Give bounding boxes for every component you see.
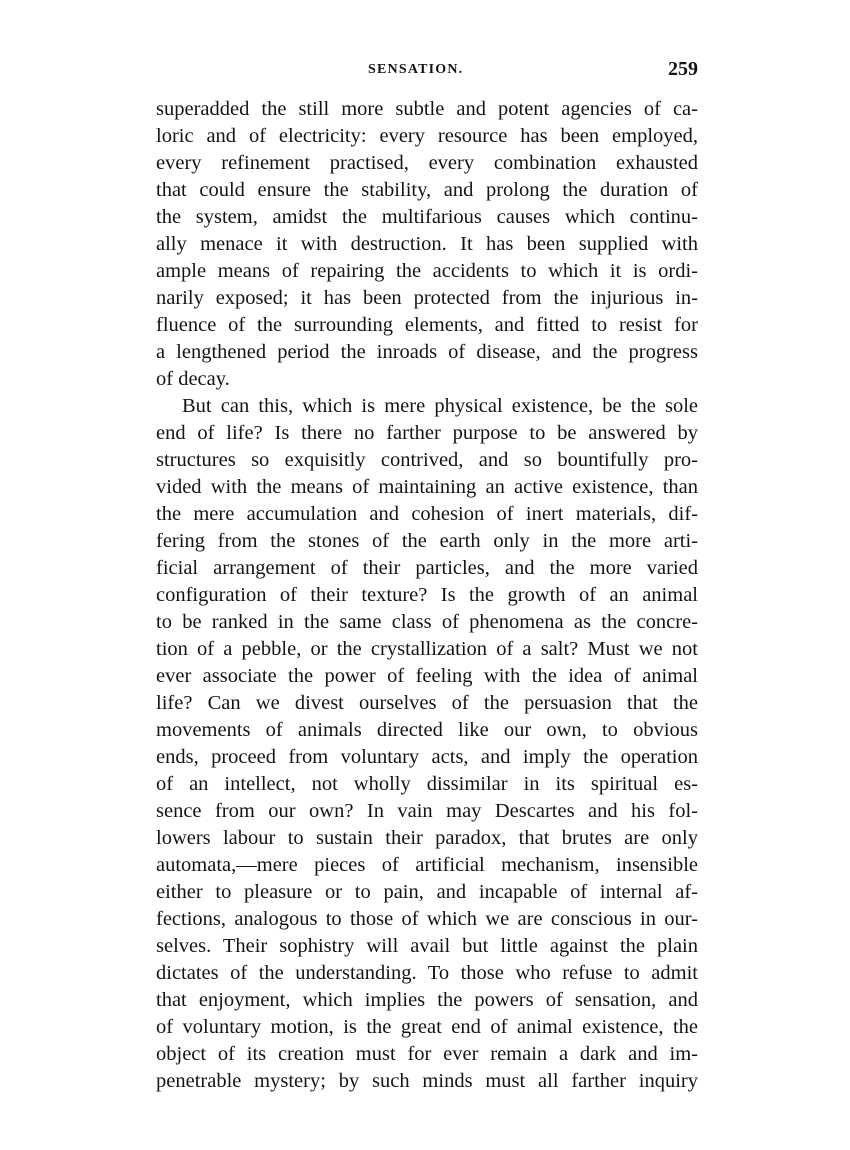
text-line: automata,—mere pieces of artificial mechanism, insensible <box>156 854 698 876</box>
text-line: movements of animals directed like our own, to obvious <box>156 719 698 741</box>
body-text <box>156 96 698 1095</box>
text-line: of decay. <box>156 368 230 390</box>
text-line: But can this, which is mere physical existence, be the sole <box>182 395 698 417</box>
text-line: object of its creation must for ever remain a dark and im- <box>156 1043 698 1065</box>
text-line: a lengthened period the inroads of disease, and the progress <box>156 341 698 363</box>
text-line: of an intellect, not wholly dissimilar in its spiritual es- <box>156 773 698 795</box>
text-line: configuration of their texture? Is the growth of an animal <box>156 584 698 606</box>
running-head <box>156 58 698 88</box>
text-line: end of life? Is there no farther purpose to be answered by <box>156 422 698 444</box>
text-line: the system, amidst the multifarious causes which continu- <box>156 206 698 228</box>
text-line: that could ensure the stability, and prolong the duration of <box>156 179 698 201</box>
text-line: of voluntary motion, is the great end of animal existence, the <box>156 1016 698 1038</box>
text-line: either to pleasure or to pain, and incapable of internal af- <box>156 881 698 903</box>
text-line: dictates of the understanding. To those who refuse to admit <box>156 962 698 984</box>
text-line: loric and of electricity: every resource has been employed, <box>156 125 698 147</box>
text-line: to be ranked in the same class of phenomena as the concre- <box>156 611 698 633</box>
text-line: lowers labour to sustain their paradox, that brutes are only <box>156 827 698 849</box>
text-line: that enjoyment, which implies the powers of sensation, and <box>156 989 698 1011</box>
text-line: ever associate the power of feeling with the idea of animal <box>156 665 698 687</box>
text-line: ample means of repairing the accidents to which it is ordi- <box>156 260 698 282</box>
text-line: fections, analogous to those of which we are conscious in our- <box>156 908 698 930</box>
text-line: sence from our own? In vain may Descartes and his fol- <box>156 800 698 822</box>
text-line: selves. Their sophistry will avail but little against the plain <box>156 935 698 957</box>
running-title: SENSATION. <box>368 62 464 77</box>
text-line: fluence of the surrounding elements, and fitted to resist for <box>156 314 698 336</box>
text-line: tion of a pebble, or the crystallization of a salt? Must we not <box>156 638 698 660</box>
page-number: 259 <box>668 58 698 80</box>
text-line: penetrable mystery; by such minds must all farther inquiry <box>156 1070 698 1092</box>
text-line: ally menace it with destruction. It has been supplied with <box>156 233 698 255</box>
text-line: structures so exquisitly contrived, and so bountifully pro- <box>156 449 698 471</box>
text-line: the mere accumulation and cohesion of inert materials, dif- <box>156 503 698 525</box>
text-line: fering from the stones of the earth only in the more arti- <box>156 530 698 552</box>
text-line: ficial arrangement of their particles, and the more varied <box>156 557 698 579</box>
text-line: superadded the still more subtle and potent agencies of ca- <box>156 98 698 120</box>
text-line: ends, proceed from voluntary acts, and imply the operation <box>156 746 698 768</box>
text-line: every refinement practised, every combination exhausted <box>156 152 698 174</box>
text-line: vided with the means of maintaining an active existence, than <box>156 476 698 498</box>
text-line: narily exposed; it has been protected from the injurious in- <box>156 287 698 309</box>
text-line: life? Can we divest ourselves of the persuasion that the <box>156 692 698 714</box>
